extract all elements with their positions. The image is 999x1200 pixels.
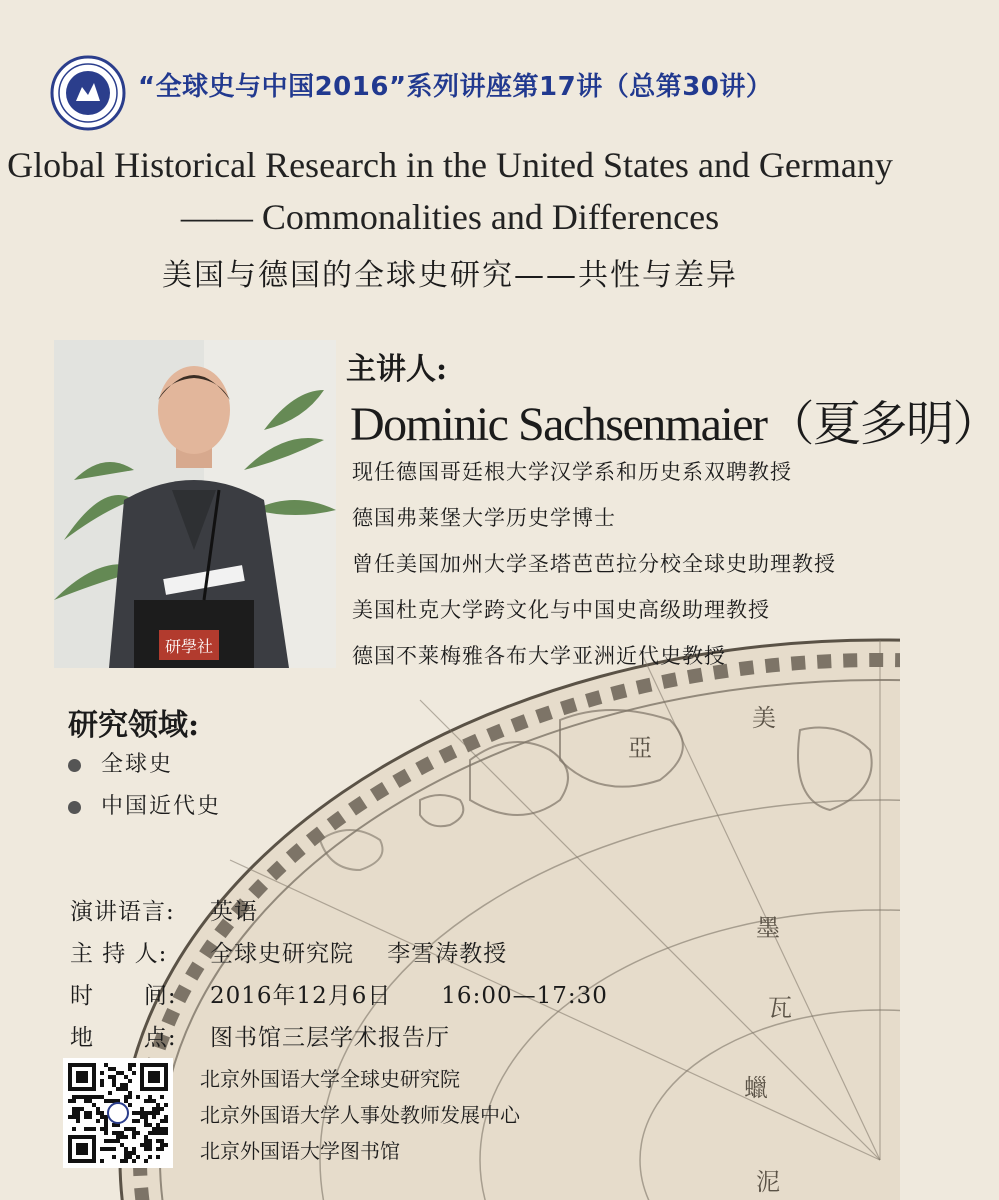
detail-value: 英语: [210, 899, 258, 925]
detail-row-place: [70, 1018, 608, 1060]
map-label: 泥: [756, 1168, 780, 1196]
detail-label: 时 间:: [70, 983, 177, 1009]
lecture-title-zh: 美国与德国的全球史研究——共性与差异: [162, 258, 738, 293]
bio-item: 美国杜克大学跨文化与中国史高级助理教授: [352, 598, 770, 622]
map-label: 亞: [628, 734, 652, 762]
lecture-series-title: “全球史与中国2016”系列讲座第17讲（总第30讲）: [138, 72, 773, 102]
organizer: 北京外国语大学人事处教师发展中心: [200, 1103, 520, 1127]
lecture-title-en-line2: —— Commonalities and Differences: [180, 197, 720, 237]
map-label: 蠟: [744, 1074, 768, 1102]
lecture-title-en-line1: Global Historical Research in the United States and Germany: [7, 145, 893, 185]
detail-value: 2016年12月6日 16:00—17:30: [210, 983, 608, 1009]
research-fields-title: 研究领域:: [68, 708, 200, 743]
speaker-photo: [54, 340, 336, 668]
map-label: 墨: [756, 914, 780, 942]
list-item: [68, 786, 221, 828]
detail-label: 演讲语言:: [70, 899, 175, 925]
speaker-name: Dominic Sachsenmaier（夏多明）: [350, 398, 999, 451]
bullet-dot-icon: [68, 759, 81, 772]
map-label: 瓦: [768, 994, 792, 1022]
detail-label: 主 持 人:: [70, 941, 168, 967]
detail-row-time: [70, 976, 608, 1018]
speaker-bio-list: [352, 454, 892, 684]
organizers-list: [200, 1062, 520, 1170]
field-label: 中国近代史: [101, 794, 222, 819]
list-item: [68, 744, 221, 786]
bio-item: 曾任美国加州大学圣塔芭芭拉分校全球史助理教授: [352, 552, 836, 576]
detail-label: 地 点:: [70, 1025, 177, 1051]
bio-item: 德国弗莱堡大学历史学博士: [352, 506, 616, 530]
detail-row-language: [70, 892, 608, 934]
qr-code-icon[interactable]: [63, 1058, 173, 1168]
event-details: [70, 892, 608, 1060]
organizer: 北京外国语大学图书馆: [200, 1139, 400, 1163]
bio-item: 现任德国哥廷根大学汉学系和历史系双聘教授: [352, 460, 792, 484]
podium-sign: 研學社: [164, 637, 214, 656]
detail-value: 图书馆三层学术报告厅: [210, 1025, 450, 1051]
detail-row-host: [70, 934, 608, 976]
institute-seal-icon: [50, 55, 126, 131]
bullet-dot-icon: [68, 801, 81, 814]
organizer: 北京外国语大学全球史研究院: [200, 1067, 460, 1091]
speaker-label: 主讲人:: [346, 352, 448, 387]
field-label: 全球史: [101, 752, 174, 777]
bio-item: 德国不莱梅雅各布大学亚洲近代史教授: [352, 644, 726, 668]
research-fields-list: [68, 744, 221, 828]
detail-value: 全球史研究院 李雪涛教授: [210, 941, 508, 967]
map-label: 美: [752, 704, 776, 732]
